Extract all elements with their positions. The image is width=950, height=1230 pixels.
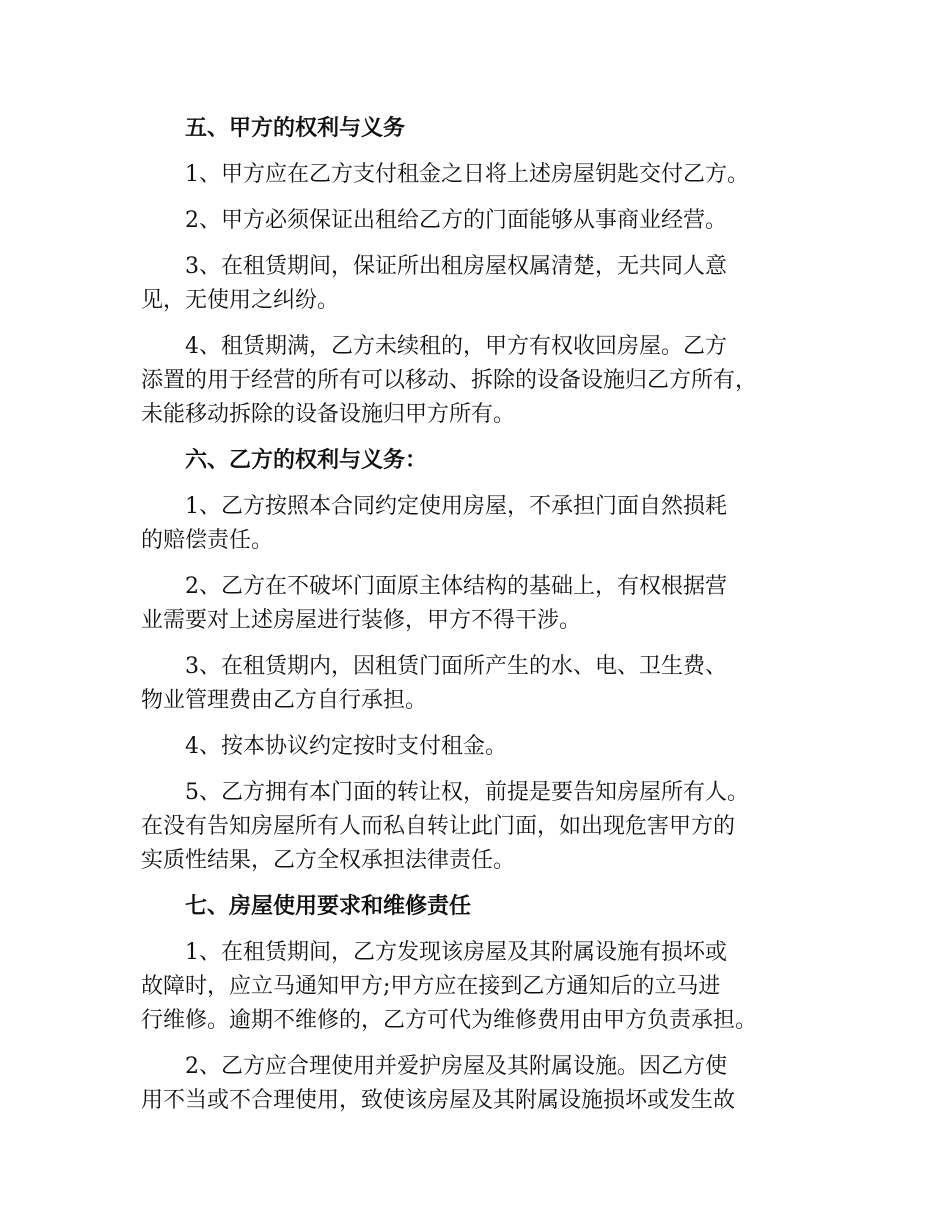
paragraph-7-1 bbox=[141, 936, 821, 1038]
text-line: 实质性结果，乙方全权承担法律责任。 bbox=[141, 848, 516, 873]
text-line: 4、按本协议约定按时支付租金。 bbox=[185, 734, 507, 759]
paragraph-6-2 bbox=[141, 570, 821, 638]
text-line: 在没有告知房屋所有人而私自转让此门面，如出现危害甲方的 bbox=[141, 814, 736, 839]
text-line: 5、乙方拥有本门面的转让权，前提是要告知房屋所有人。 bbox=[185, 780, 749, 805]
paragraph-7-2 bbox=[141, 1050, 821, 1118]
text-line: 3、在租赁期内，因租赁门面所产生的水、电、卫生费、 bbox=[185, 654, 727, 679]
text-line: 见，无使用之纠纷。 bbox=[141, 288, 340, 313]
text-line: 未能移动拆除的设备设施归甲方所有。 bbox=[141, 402, 516, 427]
paragraph-5-2 bbox=[141, 204, 821, 238]
text-line: 1、乙方按照本合同约定使用房屋，不承担门面自然损耗 bbox=[185, 494, 727, 519]
text-line: 添置的用于经营的所有可以移动、拆除的设备设施归乙方所有， bbox=[141, 368, 758, 393]
text-line: 1、甲方应在乙方支付租金之日将上述房屋钥匙交付乙方。 bbox=[185, 162, 749, 187]
paragraph-6-3 bbox=[141, 650, 821, 718]
paragraph-5-1 bbox=[141, 158, 821, 192]
paragraph-6-4 bbox=[141, 730, 821, 764]
text-line: 2、甲方必须保证出租给乙方的门面能够从事商业经营。 bbox=[185, 208, 727, 233]
section-heading-6: 六、乙方的权利与义务： bbox=[185, 448, 428, 473]
text-line: 2、乙方应合理使用并爱护房屋及其附属设施。因乙方使 bbox=[185, 1054, 727, 1079]
paragraph-5-4 bbox=[141, 330, 821, 432]
paragraph-5-3 bbox=[141, 250, 821, 318]
text-line: 4、租赁期满，乙方未续租的，甲方有权收回房屋。乙方 bbox=[185, 334, 727, 359]
section-heading-7: 七、房屋使用要求和维修责任 bbox=[185, 894, 472, 919]
text-line: 1、在租赁期间，乙方发现该房屋及其附属设施有损坏或 bbox=[185, 940, 727, 965]
text-line: 业需要对上述房屋进行装修，甲方不得干涉。 bbox=[141, 608, 582, 633]
text-line: 3、在租赁期间，保证所出租房屋权属清楚，无共同人意 bbox=[185, 254, 727, 279]
text-line: 物业管理费由乙方自行承担。 bbox=[141, 688, 428, 713]
text-line: 行维修。逾期不维修的，乙方可代为维修费用由甲方负责承担。 bbox=[141, 1008, 758, 1033]
document-body bbox=[141, 112, 821, 1130]
section-heading-5: 五、甲方的权利与义务 bbox=[185, 116, 406, 141]
paragraph-6-5 bbox=[141, 776, 821, 878]
paragraph-6-1 bbox=[141, 490, 821, 558]
text-line: 2、乙方在不破坏门面原主体结构的基础上，有权根据营 bbox=[185, 574, 727, 599]
text-line: 故障时，应立马通知甲方;甲方应在接到乙方通知后的立马进 bbox=[141, 974, 721, 999]
text-line: 用不当或不合理使用，致使该房屋及其附属设施损坏或发生故 bbox=[141, 1088, 736, 1113]
text-line: 的赔偿责任。 bbox=[141, 528, 274, 553]
